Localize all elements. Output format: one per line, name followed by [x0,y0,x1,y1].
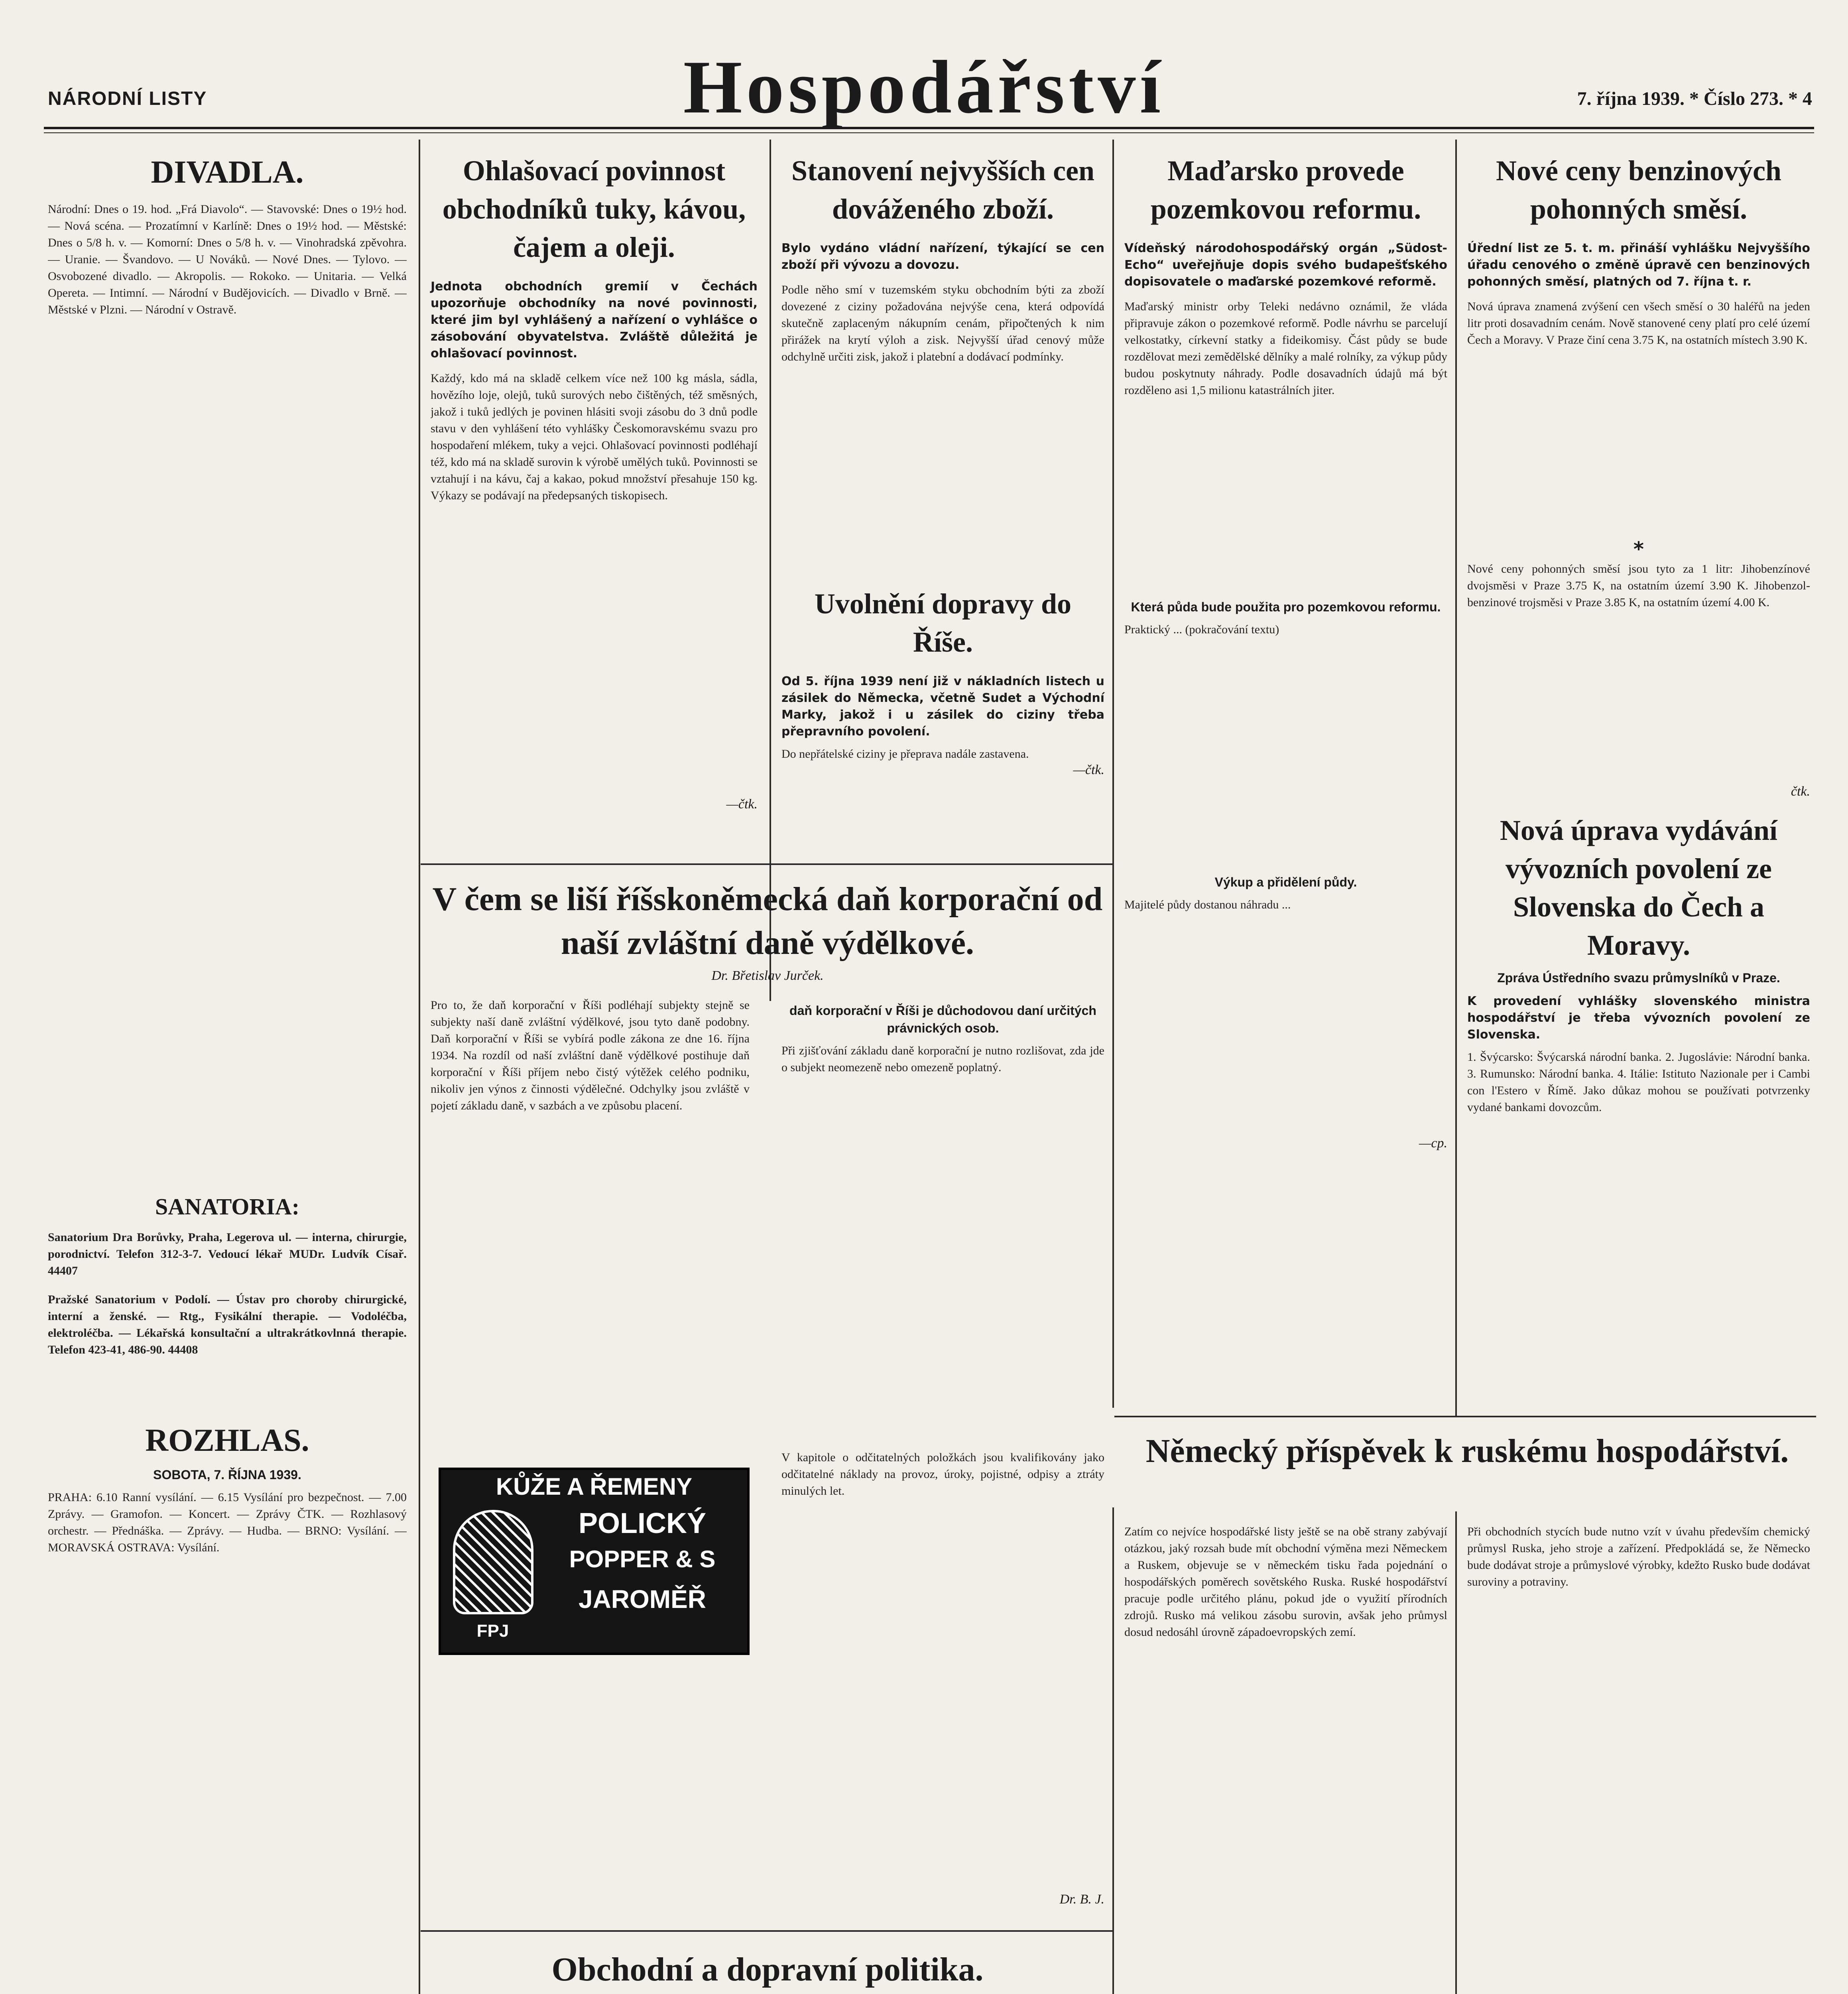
article-byline: —čtk. [1073,763,1104,777]
column-divider [1455,1511,1457,1994]
article-text: Zatím co nejvíce hospodářské listy ještě se na obě strany zabývají otázkou, jaký rozsah bude mít obchodní výměna mezi Německem a Ruskem, objevuje se v německém tisku řada pojednání o hospodářských poměrech sovětského Ruska. Ruské hospodářství pracuje podle určitého plánu, pokud jde o využití přírodních zdrojů. Rusko má velikou zásobu surovin, avšak jeho průmysl dosud nedosáhl úrovně západoevropských zemí. [1124,1525,1447,1639]
article-heading: V čem se liší říšskoněmecká daň korporační od naší zvláštní daně výdělkové. [432,881,1103,962]
article-heading: Stanovení nejvyšších cen dováženého zboží. [791,155,1095,225]
article-byline: Dr. Břetislav Jurček. [711,968,824,983]
article-german [1124,1428,1810,1475]
article-text: Každý, kdo má na skladě celkem více než 100 kg másla, sádla, hovězího loje, olejů, tuků surových nebo čištěných, též směsných, jakož i tuků jedlých je povinen hlásiti svoji zásobu do 3 dnů podle stavu v den vyhlášení této vyhlášky Českomoravskému svazu pro hospodaření mlékem, tuky a vejci. Ohlašovací povinnosti podléhají též, kdo má na skladě surovin k výrobě umělých tuků. Povinnosti se vztahují i na kávu, čaj a kakao, pokud množství přesahuje 150 kg. Výkazy se podávají na předepsaných tiskopisech. [431,372,758,502]
ad-line: KŮŽE A ŘEMENY [496,1473,693,1500]
article-lead: Bylo vydáno vládní nařízení, týkající se cen zboží při vývozu a dovozu. [781,241,1104,272]
article-byline: —cp. [1419,1136,1447,1151]
article-text: Podle něho smí v tuzemském styku obchodním býti za zboží dovezené z ciziny požadována nejvýše cena, která odpovídá skutečně zaplaceným nákupním cenám, připočtených k nim přirážek na krytí výloh a zisk. Nejvyšší úřad cenový může odchylně určiti zisk, jakož i platební a dodávací podmínky. [781,283,1104,363]
article-lead: Úřední list ze 5. t. m. přináší vyhlášku Nejvyššího úřadu cenového o změně úpravě cen benzinových pohonných směsí, platných od 7. října t. r. [1467,241,1810,289]
article-fats-coffee [431,152,758,812]
article-heading-2: Nová úprava vydávání vývozních povolení ze Slovenska do Čech a Moravy. [1500,814,1778,961]
article-heading-2: Uvolnění dopravy do Říše. [814,588,1072,658]
section-divider [1114,1416,1816,1417]
issue-info: 7. října 1939. * Číslo 273. * 4 [1577,88,1812,109]
article-text-2: Do nepřátelské ciziny je přeprava nadále zastavena. [781,747,1029,761]
article-prices [781,152,1104,778]
article-heading: Ohlašovací povinnost obchodníků tuky, kávou, čajem a oleji. [442,155,746,263]
article-subheading: Která půda bude použita pro pozemkovou reformu. [1131,600,1441,614]
article-german-col-a [1124,1523,1447,1994]
article-fuel [1467,152,1810,1272]
ad-line: POLICKÝ [578,1507,707,1539]
masthead [0,44,1848,128]
column-divider [1112,140,1114,1408]
rozhlas-heading: ROZHLAS. [145,1423,309,1458]
column-divider [1112,1507,1114,1994]
sanatoria-section [48,1192,407,1358]
article-lead-2: K provedení vyhlášky slovenského ministra hospodářství je třeba vývozních povolení ze Slovenska. [1467,994,1810,1042]
column-theatres [48,152,407,1190]
article-text-2: Při obchodních stycích bude nutno vzít v úvahu především chemický průmysl Ruska, jeho stroje a zařízení. Předpokládá se, že Německo bude dodávat stroje a průmyslové výrobky, kdežto Rusko bude dodávat suroviny a potraviny. [1467,1525,1810,1588]
sanatorium-ad: Pražské Sanatorium v Podolí. — Ústav pro choroby chirurgické, interní a ženské. — Rtg., Fysikální therapie. — Vodoléčba, elektroléčba. — Lékařská konsultační a ultrakrátkovlnná therapie. Telefon 423-41, 486-90. 44408 [48,1293,407,1356]
section-title: Hospodářství [683,45,1165,129]
ad-line: JAROMĚŘ [578,1585,707,1614]
bag-icon [453,1510,533,1614]
rozhlas-date: SOBOTA, 7. ŘÍJNA 1939. [153,1468,301,1482]
article-lead: Jednota obchodních gremií v Čechách upozorňuje obchodníky na nové povinnosti, které jim byl vyhlášený a nařízení o vyhlášce o zásobování obyvatelstva. Zvláště důležitá je ohlašovací povinnost. [431,280,758,361]
article-corporate-tax-col-b: daň korporační v Říši je důchodovou daní určitých právnických osob. Při zjišťování základu daně korporační je nutno rozlišovat, zda jde o subjekt neomezeně nebo omezeně poplatný. V kapitole o odčitatelných položkách jsou kvalifikovány jako odčitatelné náklady na provoz, úroky, pojistné, odpisy a ztráty minulých let. Dr. B. J. [781,997,1104,1907]
article-heading: Nové ceny benzinových pohonných směsí. [1496,155,1781,225]
leather-ad [439,1468,750,1655]
article-byline: —čtk. [726,797,758,812]
paper-name: NÁRODNÍ LISTY [48,88,207,109]
article-text: Nová úprava znamená zvýšení cen všech směsí o 30 haléřů na jeden litr proti dosavadním cenám. Nově stanovené ceny platí pro celé území Čech a Moravy. V Praze činí cena 3.75 K, na ostatních místech 3.90 K. [1467,300,1810,347]
separator-star: * [1633,538,1644,561]
article-corporate-tax [431,877,1104,983]
column-divider [1455,140,1457,1416]
article-subheading: Výkup a přidělení půdy. [1214,875,1357,889]
divadla-text: Národní: Dnes o 19. hod. „Frá Diavolo“. — Stavovské: Dnes o 19½ hod. — Nová scéna. — Prozatímní v Karlíně: Dnes o 19½ hod. — Městské: Dnes o 5/8 h. v. — Komorní: Dnes o 5/8 h. v. — Vinohradská zpěvohra. — Uranie. — Švandovo. — U Nováků. — Nové Dnes. — Tylovo. — Osvobozené divadlo. — Akropolis. — Rokoko. — Unitaria. — Velká Opereta. — Intimní. — Národní v Budějovicích. — Divadlo v Brně. — Městské v Plzni. — Národní v Ostravě. [48,203,407,316]
article-byline: Dr. B. J. [1059,1892,1104,1907]
ad-line: POPPER & S [569,1546,716,1572]
masthead-rule [44,127,1814,129]
article-text: Maďarský ministr orby Teleki nedávno oznámil, že vláda připravuje zákon o pozemkové reformě. Podle návrhu se parcelují velkostatky, církevní statky a fideikomisy. Část půdy se bude rozdělovat mezi zemědělské dělníky a malé rolníky, za výkup půdy budou poskytnuty náhrady. Podle dosavadních údajů má být rozděleno asi 1,5 milionu katastrálních jiter. [1124,300,1447,397]
article-text-2: V kapitole o odčitatelných položkách jsou kvalifikovány jako odčitatelné náklady na provoz, úroky, pojistné, odpisy a ztráty minulých let. [781,1451,1104,1497]
rozhlas-text: PRAHA: 6.10 Ranní vysílání. — 6.15 Vysílání pro bezpečnost. — 7.00 Zprávy. — Gramofon. — Koncert. — Zprávy ČTK. — Rozhlasový orchestr. — Přednáška. — Zprávy. — Hudba. — BRNO: Vysílání. — MORAVSKÁ OSTRAVA: Vysílání. [48,1491,407,1554]
column-divider [770,140,771,1001]
section-divider [421,863,1112,865]
column-divider [419,140,420,1994]
article-text-2: Nové ceny pohonných směsí jsou tyto za 1 litr: Jihobenzínové dvojsměsi v Praze 3.75 K, na ostatním území 3.90 K. Jihobenzol-benzinové trojsměsi v Praze 3.85 K, na ostatním území 4.00 K. [1467,562,1810,609]
article-heading: Obchodní a dopravní politika. [551,1951,984,1988]
sanatoria-heading: SANATORIA: [155,1194,300,1220]
masthead-rule-thin [44,132,1814,133]
section-divider [421,1930,1112,1932]
radio-section [48,1420,407,1964]
article-corporate-tax-col-a [431,997,750,1456]
article-text-3: 1. Švýcarsko: Švýcarská národní banka. 2. Jugoslávie: Národní banka. 3. Rumunsko: Národní banka. 4. Itálie: Istituto Nazionale per i Cambi con l'Estero v Římě. Jako důkaz mohou se používati potvrzenky vydané bankami dovozcům. [1467,1050,1810,1114]
divadla-heading: DIVADLA. [151,155,304,190]
article-subheading: daň korporační v Říši je důchodovou daní určitých právnických osob. [789,1003,1096,1035]
article-text: Pro to, že daň korporační v Říši podléhají subjekty stejně se subjekty naší daně zvláštní výdělkové, jsou tyto daně podobny. Daň korporační v Říši se vybírá podle zákona ze dne 16. října 1934. Na rozdíl od naší zvláštní daně výdělkové postihuje daň korporační v Říši příjem nebo čistý výtěžek celého podniku, nikoliv jen výnos z činnosti výdělečné. Odchylky jsou zvláště v pojetí základu daně, v sazbách a ve způsobu placení. [431,999,750,1112]
article-subheading: Zpráva Ústředního svazu průmyslníků v Praze. [1497,971,1780,985]
sanatorium-ad: Sanatorium Dra Borůvky, Praha, Legerova ul. — interna, chirurgie, porodnictví. Telefon 312-3-7. Vedoucí lékař MUDr. Ludvík Císař. 44407 [48,1231,407,1277]
article-commerce [431,1946,1104,1993]
article-byline: čtk. [1791,784,1810,799]
article-heading: Německý příspěvek k ruskému hospodářství. [1145,1432,1789,1470]
article-lead-2: Od 5. října 1939 není již v nákladních listech u zásilek do Německa, včetně Sudet a Východní Marky, jakož i u zásilek do ciziny třeba přepravního povolení. [781,674,1104,739]
article-hungary: Maďarsko provede pozemkovou reformu. Vídeňský národohospodářský orgán „Südost-Echo“ uveřejňuje dopis svého budapešťského dopisovatele o maďarské pozemkové reformě. Maďarský ministr orby Teleki nedávno oznámil, že vláda připravuje zákon o pozemkové reformě. Podle návrhu se parcelují velkostatky, církevní statky a fideikomisy. Část půdy se bude rozdělovat mezi zemědělské dělníky a malé rolníky, za výkup půdy budou poskytnuty náhrady. Podle dosavadních údajů má být rozděleno asi 1,5 milionu katastrálních jiter. Která půda bude použita pro pozemkovou reformu. Praktický ... (pokračování textu) Výkup a přidělení půdy. Majitelé půdy dostanou náhradu ... —cp. [1124,152,1447,1151]
article-german-col-b [1467,1523,1810,1994]
article-heading: Maďarsko provede pozemkovou reformu. [1150,155,1421,225]
ad-mark: FPJ [476,1621,509,1641]
article-lead: Vídeňský národohospodářský orgán „Südost-Echo“ uveřejňuje dopis svého budapešťského dopisovatele o maďarské pozemkové reformě. [1124,241,1447,289]
